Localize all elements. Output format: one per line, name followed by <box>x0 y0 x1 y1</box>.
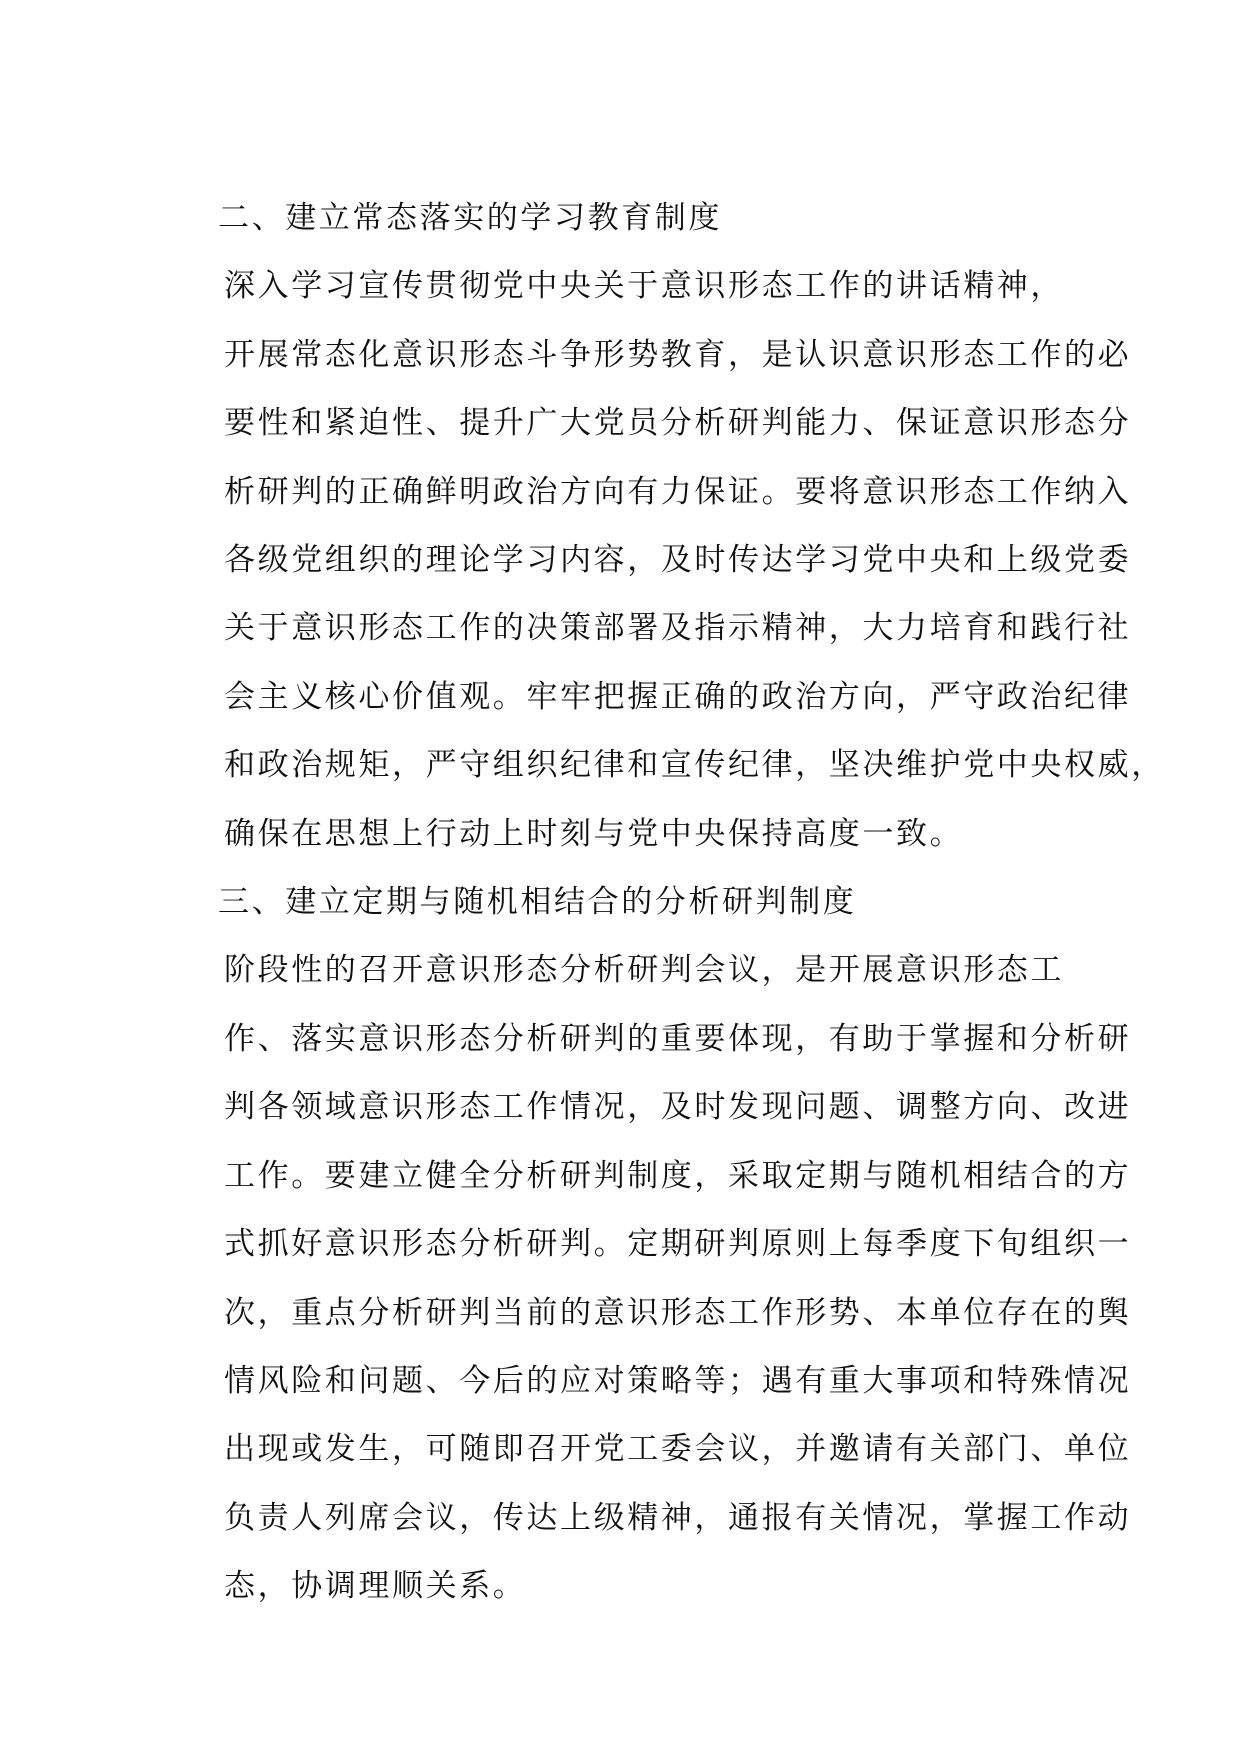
paragraph-line: 负责人列席会议，传达上级精神，通报有关情况，掌握工作动 <box>224 1499 1132 1536</box>
paragraph-line: 各级党组织的理论学习内容，及时传达学习党中央和上级党委 <box>224 542 1132 579</box>
document-body <box>156 184 1165 1621</box>
paragraph-line: 关于意识形态工作的决策部署及指示精神，大力培育和践行社 <box>224 610 1132 647</box>
paragraph-line: 作、落实意识形态分析研判的重要体现，有助于掌握和分析研 <box>224 1020 1132 1057</box>
paragraph-line: 出现或发生，可随即召开党工委会议，并邀请有关部门、单位 <box>224 1431 1132 1468</box>
paragraph-line: 和政治规矩，严守组织纪律和宣传纪律，坚决维护党中央权威， <box>224 747 1165 784</box>
paragraph-line: 判各领域意识形态工作情况，及时发现问题、调整方向、改进 <box>224 1089 1132 1126</box>
paragraph-line: 阶段性的召开意识形态分析研判会议，是开展意识形态工 <box>224 952 1064 989</box>
paragraph-line: 析研判的正确鲜明政治方向有力保证。要将意识形态工作纳入 <box>224 473 1132 510</box>
paragraph-line: 次，重点分析研判当前的意识形态工作形势、本单位存在的舆 <box>224 1294 1132 1331</box>
paragraph-line: 会主义核心价值观。牢牢把握正确的政治方向，严守政治纪律 <box>224 678 1132 715</box>
paragraph-line: 要性和紧迫性、提升广大党员分析研判能力、保证意识形态分 <box>224 405 1132 442</box>
paragraph-line: 工作。要建立健全分析研判制度，采取定期与随机相结合的方 <box>224 1157 1132 1194</box>
section-two-paragraph <box>156 252 1165 868</box>
paragraph-line: 态，协调理顺关系。 <box>224 1568 527 1605</box>
paragraph-line: 情风险和问题、今后的应对策略等；遇有重大事项和特殊情况 <box>224 1362 1132 1399</box>
paragraph-line: 开展常态化意识形态斗争形势教育，是认识意识形态工作的必 <box>224 336 1132 373</box>
section-two-heading: 二、建立常态落实的学习教育制度 <box>218 200 722 236</box>
paragraph-line: 确保在思想上行动上时刻与党中央保持高度一致。 <box>224 815 964 852</box>
paragraph-line: 深入学习宣传贯彻党中央关于意识形态工作的讲话精神， <box>224 268 1064 305</box>
paragraph-line: 式抓好意识形态分析研判。定期研判原则上每季度下旬组织一 <box>224 1226 1132 1263</box>
section-three-paragraph <box>156 936 1132 1620</box>
section-three-heading: 三、建立定期与随机相结合的分析研判制度 <box>218 884 857 921</box>
